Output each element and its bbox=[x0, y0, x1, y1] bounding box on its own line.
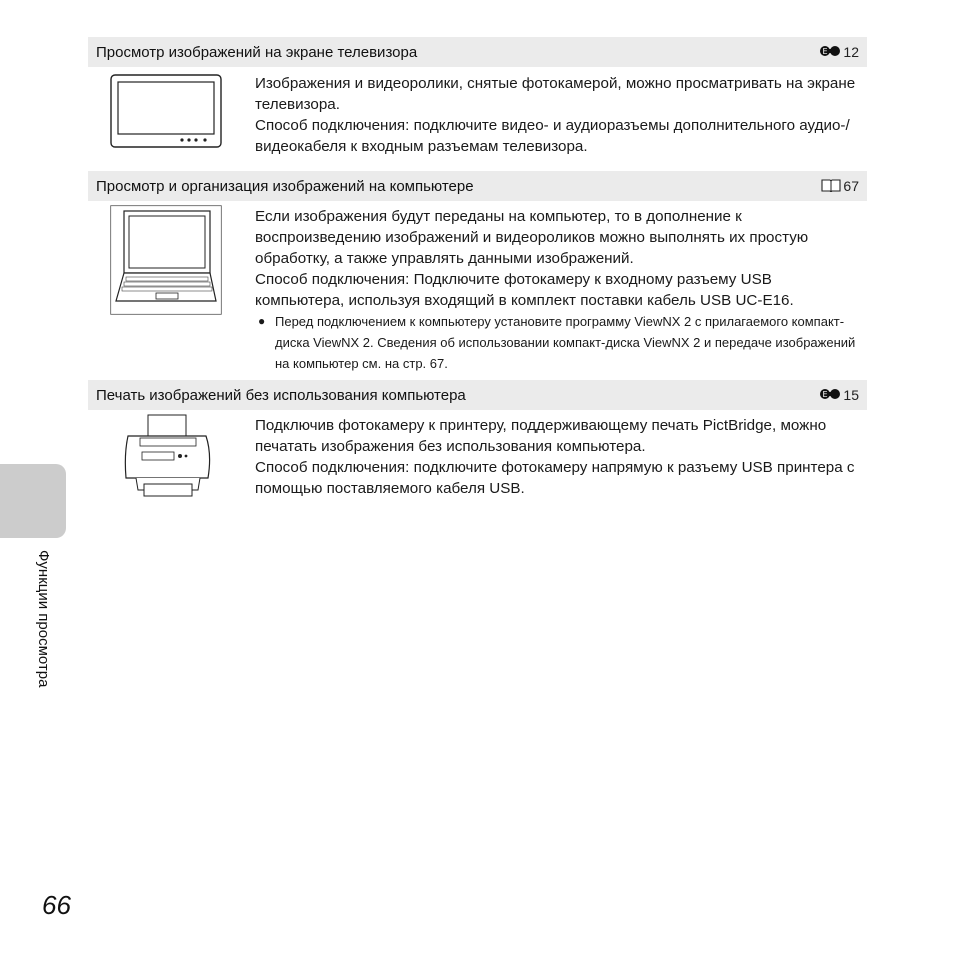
bullet-icon: ● bbox=[258, 314, 266, 328]
book-icon bbox=[821, 178, 841, 195]
paragraph: Способ подключения: подключите видео- и аудиоразъемы дополнительного аудио-/видеокабеля к входным разъемам телевизора. bbox=[255, 117, 850, 155]
paragraph: Подключив фотокамеру к принтеру, поддерживающему печать PictBridge, можно печатать изображения без использования компьютера. bbox=[255, 417, 827, 455]
chapter-label: Функции просмотра bbox=[35, 550, 52, 688]
note-text: Перед подключением к компьютеру установите программу ViewNX 2 с прилагаемого компакт-диска ViewNX 2. Сведения об использовании компакт-диска ViewNX 2 и передаче изображений на компьютер см. на стр. 67. bbox=[275, 314, 856, 371]
note-item bbox=[255, 311, 860, 374]
svg-text:E: E bbox=[822, 47, 828, 56]
svg-text:E: E bbox=[822, 390, 828, 399]
section-body-computer bbox=[255, 206, 860, 311]
section-header-tv bbox=[88, 37, 867, 67]
section-body-tv bbox=[255, 73, 860, 157]
reference-page: 67 bbox=[843, 178, 859, 194]
reference-e-icon bbox=[819, 44, 841, 60]
paragraph: Способ подключения: подключите фотокамеру напрямую к разъему USB принтера с помощью поставляемого кабеля USB. bbox=[255, 459, 855, 497]
paragraph: Изображения и видеоролики, снятые фотокамерой, можно просматривать на экране телевизора. bbox=[255, 75, 856, 113]
section-title: Просмотр и организация изображений на компьютере bbox=[96, 177, 474, 195]
laptop-illustration bbox=[110, 205, 222, 320]
chapter-tab bbox=[0, 464, 66, 538]
paragraph: Если изображения будут переданы на компьютер, то в дополнение к воспроизведению изображений и видеороликов можно выполнять их простую обработку, а также управлять данными изображений. bbox=[255, 208, 809, 267]
page-number: 66 bbox=[42, 890, 71, 920]
tv-illustration bbox=[110, 74, 222, 153]
section-title: Просмотр изображений на экране телевизора bbox=[96, 43, 418, 61]
section-reference bbox=[819, 387, 859, 403]
section-body-printer bbox=[255, 415, 860, 499]
section-header-printer bbox=[88, 380, 867, 410]
section-header-computer bbox=[88, 171, 867, 201]
reference-e-icon bbox=[819, 387, 841, 403]
paragraph: Способ подключения: Подключите фотокамеру к входному разъему USB компьютера, используя входящий в комплект поставки кабель USB UC-E16. bbox=[255, 271, 794, 309]
section-reference bbox=[821, 178, 859, 195]
reference-page: 12 bbox=[843, 44, 859, 60]
section-reference bbox=[819, 44, 859, 60]
section-title: Печать изображений без использования компьютера bbox=[96, 386, 466, 404]
reference-page: 15 bbox=[843, 387, 859, 403]
printer-illustration bbox=[118, 414, 218, 505]
